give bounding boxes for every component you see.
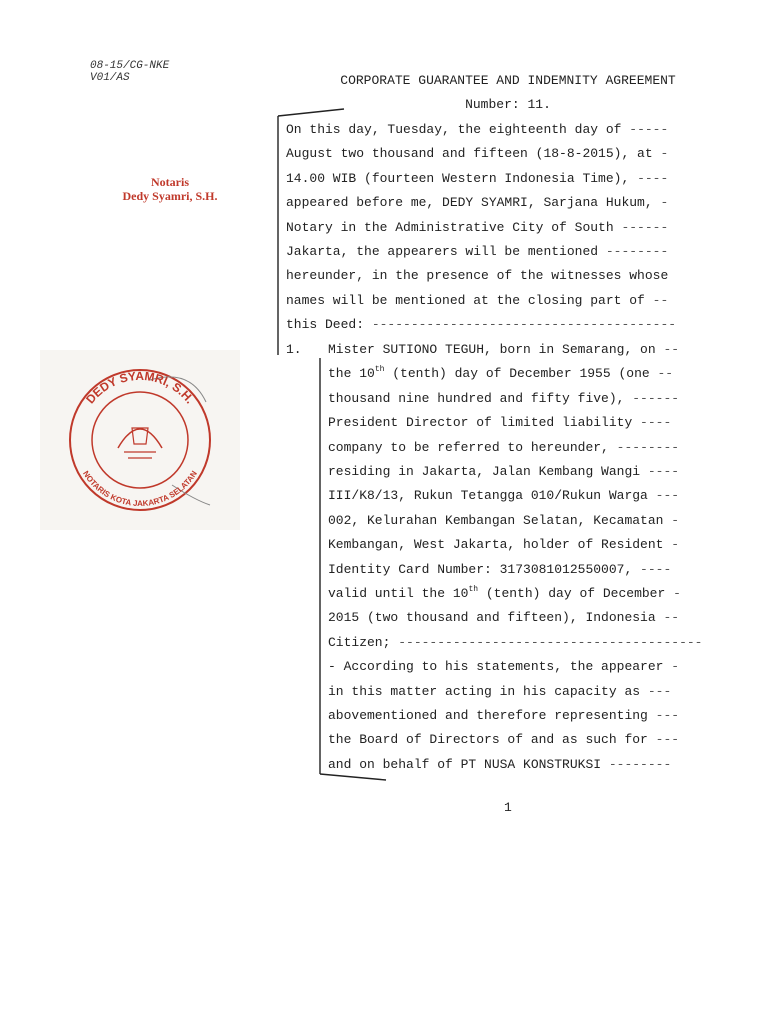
line-text: abovementioned and therefore representing xyxy=(328,708,648,723)
text-line xyxy=(328,606,679,630)
line-filler-dashes: --------------------------------------- xyxy=(364,317,677,333)
line-filler-dashes: - xyxy=(652,195,669,211)
line-text: 14.00 WIB (fourteen Western Indonesia Time), xyxy=(286,170,630,186)
line-filler-dashes: - xyxy=(663,512,680,528)
seal-top-text: DEDY SYAMRI, S.H. xyxy=(83,368,198,407)
line-filler-dashes: ------ xyxy=(613,219,669,235)
line-text: 002, Kelurahan Kembangan Selatan, Kecamatan xyxy=(328,512,664,528)
line-filler-dashes: -------- xyxy=(601,756,672,772)
line-text: appeared before me, DEDY SYAMRI, Sarjana Hukum, xyxy=(286,195,653,211)
line-filler-dashes: -- xyxy=(655,342,680,357)
line-filler-dashes: -- xyxy=(649,366,674,382)
line-text: On this day, Tuesday, the eighteenth day of xyxy=(286,122,622,137)
line-filler-dashes: - xyxy=(663,659,680,675)
line-filler-dashes: ---- xyxy=(632,415,672,431)
line-text: 2015 (two thousand and fifteen), Indonesia xyxy=(328,610,656,626)
line-text: President Director of limited liability xyxy=(328,415,633,431)
line-text: August two thousand and fifteen (18-8-2015), at xyxy=(286,146,653,162)
page-number: 1 xyxy=(504,800,512,815)
line-text: III/K8/13, Rukun Tetangga 010/Rukun Warga xyxy=(328,488,648,504)
line-text: hereunder, in the presence of the witnesses whose xyxy=(286,268,669,284)
document-number: Number: 11. xyxy=(465,97,551,112)
line-filler-dashes: --- xyxy=(640,683,672,699)
line-filler-dashes: --- xyxy=(647,732,680,748)
line-filler-dashes: - xyxy=(652,146,669,162)
text-line xyxy=(328,631,702,655)
line-filler-dashes: ----- xyxy=(621,122,669,137)
line-text: Citizen; xyxy=(328,634,391,650)
line-filler-dashes: ---- xyxy=(640,464,680,479)
line-text: Mister SUTIONO TEGUH, born in Semarang, on xyxy=(328,342,656,357)
line-filler-dashes: --------------------------------------- xyxy=(390,634,703,650)
line-filler-dashes: --- xyxy=(647,488,680,504)
line-filler-dashes: - xyxy=(665,586,681,601)
text-line xyxy=(286,216,668,240)
line-text: in this matter acting in his capacity as xyxy=(328,683,641,699)
line-filler-dashes: ---- xyxy=(629,170,669,186)
line-filler-dashes: ------ xyxy=(624,390,680,406)
text-line xyxy=(328,533,679,557)
reference-version: V01/AS xyxy=(90,72,130,84)
text-line xyxy=(328,509,679,533)
line-text: company to be referred to hereunder, xyxy=(328,439,609,455)
line-filler-dashes: -- xyxy=(655,610,680,626)
text-line xyxy=(328,411,671,435)
line-text: - According to his statements, the appearer xyxy=(328,659,664,675)
text-line xyxy=(328,704,679,728)
document-reference xyxy=(90,60,169,84)
text-line xyxy=(328,753,671,777)
text-line xyxy=(328,582,681,606)
line-text: the Board of Directors of and as such for xyxy=(328,732,648,748)
line-filler-dashes: - xyxy=(663,537,680,553)
line-text: the 10 xyxy=(328,366,375,382)
line-filler-dashes: -- xyxy=(644,292,669,308)
line-text: Notary in the Administrative City of South xyxy=(286,219,614,235)
line-text: residing in Jakarta, Jalan Kembang Wangi xyxy=(328,464,641,479)
notary-stamp-line1: Notaris xyxy=(151,175,189,189)
line-text: thousand nine hundred and fifty five), xyxy=(328,390,625,406)
text-line xyxy=(328,558,671,582)
line-text: this Deed: xyxy=(286,317,365,333)
text-line xyxy=(286,167,668,191)
text-line xyxy=(328,728,679,752)
text-line xyxy=(286,289,668,313)
line-text: Identity Card Number: 3173081012550007, xyxy=(328,561,633,577)
reference-code: 08-15/CG-NKE xyxy=(90,60,170,72)
text-line xyxy=(328,387,679,411)
notary-stamp xyxy=(110,175,230,203)
line-text-continued: (tenth) day of December 1955 (one xyxy=(384,366,650,382)
text-line xyxy=(286,118,668,142)
text-line xyxy=(286,191,668,215)
text-line xyxy=(328,484,679,508)
notary-stamp-line2: Dedy Syamri, S.H. xyxy=(122,189,218,203)
line-text: valid until the 10 xyxy=(328,586,469,601)
line-text: Kembangan, West Jakarta, holder of Resident xyxy=(328,537,664,553)
line-filler-dashes: ---- xyxy=(632,561,672,577)
text-line xyxy=(286,264,668,288)
line-text: names will be mentioned at the closing part of xyxy=(286,292,645,308)
list-item-number: 1. xyxy=(286,342,302,357)
text-line xyxy=(328,436,679,460)
line-filler-dashes: -------- xyxy=(598,244,669,259)
text-line xyxy=(328,680,671,704)
text-line xyxy=(328,338,679,362)
line-text-continued: (tenth) day of December xyxy=(478,586,666,601)
line-filler-dashes: --- xyxy=(647,708,680,723)
seal-bottom-text: NOTARIS KOTA JAKARTA SELATAN xyxy=(81,469,199,509)
text-line xyxy=(286,142,668,166)
text-line xyxy=(328,460,679,484)
line-text: Jakarta, the appearers will be mentioned xyxy=(286,244,599,259)
text-line xyxy=(328,655,679,679)
text-line xyxy=(328,362,673,386)
line-superscript: th xyxy=(468,585,479,594)
document-title: CORPORATE GUARANTEE AND INDEMNITY AGREEMENT xyxy=(340,73,676,88)
line-filler-dashes: -------- xyxy=(608,439,680,455)
text-line xyxy=(286,313,676,337)
line-superscript: th xyxy=(374,365,385,375)
notary-seal-background xyxy=(40,350,240,530)
text-line xyxy=(286,240,668,264)
line-text: and on behalf of PT NUSA KONSTRUKSI xyxy=(328,756,602,772)
